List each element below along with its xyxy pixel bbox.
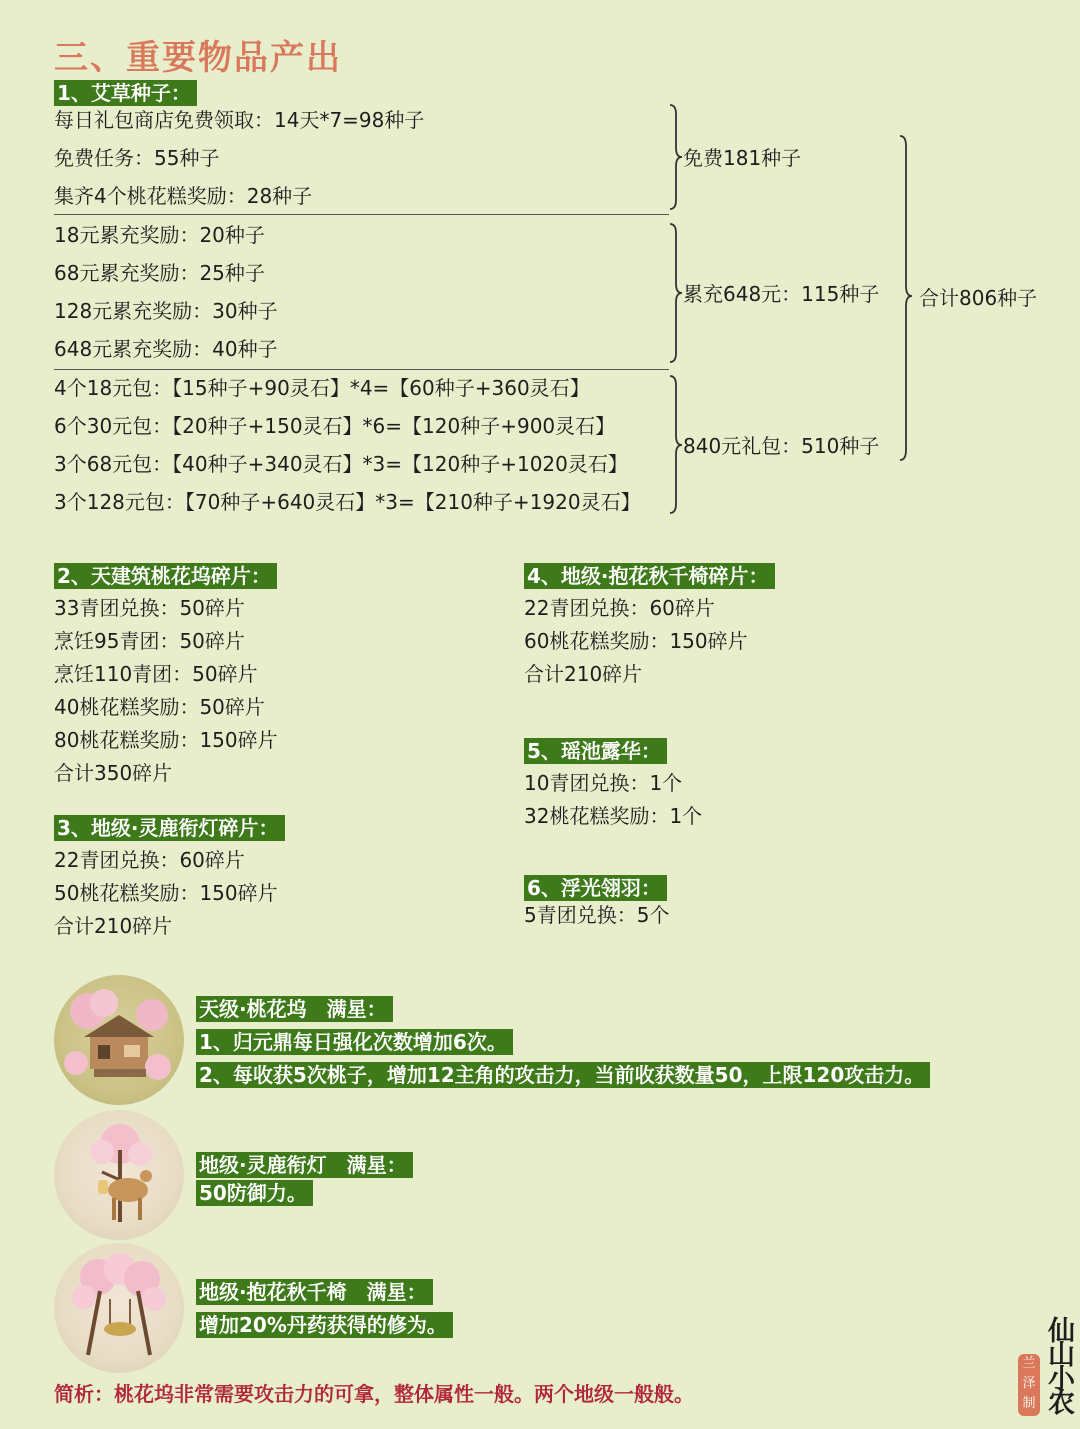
- list-item: 80桃花糕奖励：150碎片: [54, 728, 278, 752]
- seal-char: 农: [1048, 1388, 1075, 1419]
- seal-char: 仙: [1048, 1316, 1075, 1347]
- seal-calligraphy: [1048, 1316, 1078, 1419]
- list-item: 5青团兑换：5个: [524, 903, 670, 927]
- total-seeds-label: 合计806种子: [919, 286, 1038, 310]
- list-item: 22青团兑换：60碎片: [54, 848, 245, 872]
- list-item: 128元累充奖励：30种子: [54, 299, 278, 323]
- item-effect: 50防御力。: [196, 1180, 313, 1206]
- item-title: 地级·抱花秋千椅 满星：: [196, 1279, 433, 1305]
- seal-char: 泽: [1022, 1376, 1036, 1391]
- analysis-note: 简析：桃花坞非常需要攻击力的可拿，整体属性一般。两个地级一般般。: [54, 1382, 694, 1406]
- brace-recharge: [670, 224, 682, 362]
- section-heading-jade-dew: 5、瑶池露华：: [524, 738, 667, 764]
- list-item: 烹饪95青团：50碎片: [54, 629, 245, 653]
- list-item: 合计350碎片: [54, 761, 173, 785]
- page-title: 三、重要物品产出: [54, 38, 342, 78]
- list-item: 3个128元包：【70种子+640灵石】*3=【210种子+1920灵石】: [54, 490, 641, 514]
- section-heading-swing-chair-shards: 4、地级·抱花秋千椅碎片：: [524, 563, 775, 589]
- brace-free: [670, 105, 682, 209]
- seal-char: 兰: [1022, 1356, 1036, 1371]
- item-effect: 2、每收获5次桃子，增加12主角的攻击力，当前收获数量50，上限120攻击力。: [196, 1062, 930, 1088]
- seal-stamp: [1018, 1354, 1040, 1416]
- list-item: 10青团兑换：1个: [524, 771, 683, 795]
- blossom-swing-icon: [54, 1243, 184, 1373]
- list-item: 3个68元包：【40种子+340灵石】*3=【120种子+1020灵石】: [54, 452, 628, 476]
- section-heading-floating-feather: 6、浮光翎羽：: [524, 875, 667, 901]
- section-heading-mugwort-seeds: 1、艾草种子：: [54, 80, 197, 106]
- list-item: 集齐4个桃花糕奖励：28种子: [54, 184, 313, 208]
- seal-char: 制: [1022, 1396, 1036, 1411]
- list-item: 33青团兑换：50碎片: [54, 596, 245, 620]
- group-free-label: 免费181种子: [683, 146, 802, 170]
- item-title: 地级·灵鹿衔灯 满星：: [196, 1152, 413, 1178]
- list-item: 6个30元包：【20种子+150灵石】*6=【120种子+900灵石】: [54, 414, 616, 438]
- group-recharge-label: 累充648元：115种子: [683, 282, 880, 306]
- divider: [54, 214, 669, 215]
- section-heading-peach-house-shards: 2、天建筑桃花坞碎片：: [54, 563, 277, 589]
- list-item: 烹饪110青团：50碎片: [54, 662, 258, 686]
- deer-lantern-icon: [54, 1110, 184, 1240]
- seal-char: 小: [1048, 1364, 1075, 1395]
- item-effect: 增加20%丹药获得的修为。: [196, 1312, 453, 1338]
- seal-char: 山: [1048, 1340, 1075, 1371]
- brace-total: [900, 136, 912, 460]
- brace-packs: [670, 376, 682, 513]
- list-item: 40桃花糕奖励：50碎片: [54, 695, 265, 719]
- group-packs-label: 840元礼包：510种子: [683, 434, 880, 458]
- section-heading-deer-lantern-shards: 3、地级·灵鹿衔灯碎片：: [54, 815, 285, 841]
- list-item: 免费任务：55种子: [54, 146, 220, 170]
- author-seal: [1012, 1316, 1080, 1420]
- peach-blossom-house-icon: [54, 975, 184, 1105]
- list-item: 18元累充奖励：20种子: [54, 223, 265, 247]
- list-item: 每日礼包商店免费领取：14天*7=98种子: [54, 108, 425, 132]
- list-item: 合计210碎片: [524, 662, 643, 686]
- item-effect: 1、归元鼎每日强化次数增加6次。: [196, 1029, 513, 1055]
- list-item: 4个18元包：【15种子+90灵石】*4=【60种子+360灵石】: [54, 376, 590, 400]
- list-item: 合计210碎片: [54, 914, 173, 938]
- list-item: 22青团兑换：60碎片: [524, 596, 715, 620]
- list-item: 648元累充奖励：40种子: [54, 337, 278, 361]
- list-item: 50桃花糕奖励：150碎片: [54, 881, 278, 905]
- list-item: 60桃花糕奖励：150碎片: [524, 629, 748, 653]
- list-item: 68元累充奖励：25种子: [54, 261, 265, 285]
- divider: [54, 369, 669, 370]
- list-item: 32桃花糕奖励：1个: [524, 804, 703, 828]
- item-title: 天级·桃花坞 满星：: [196, 996, 393, 1022]
